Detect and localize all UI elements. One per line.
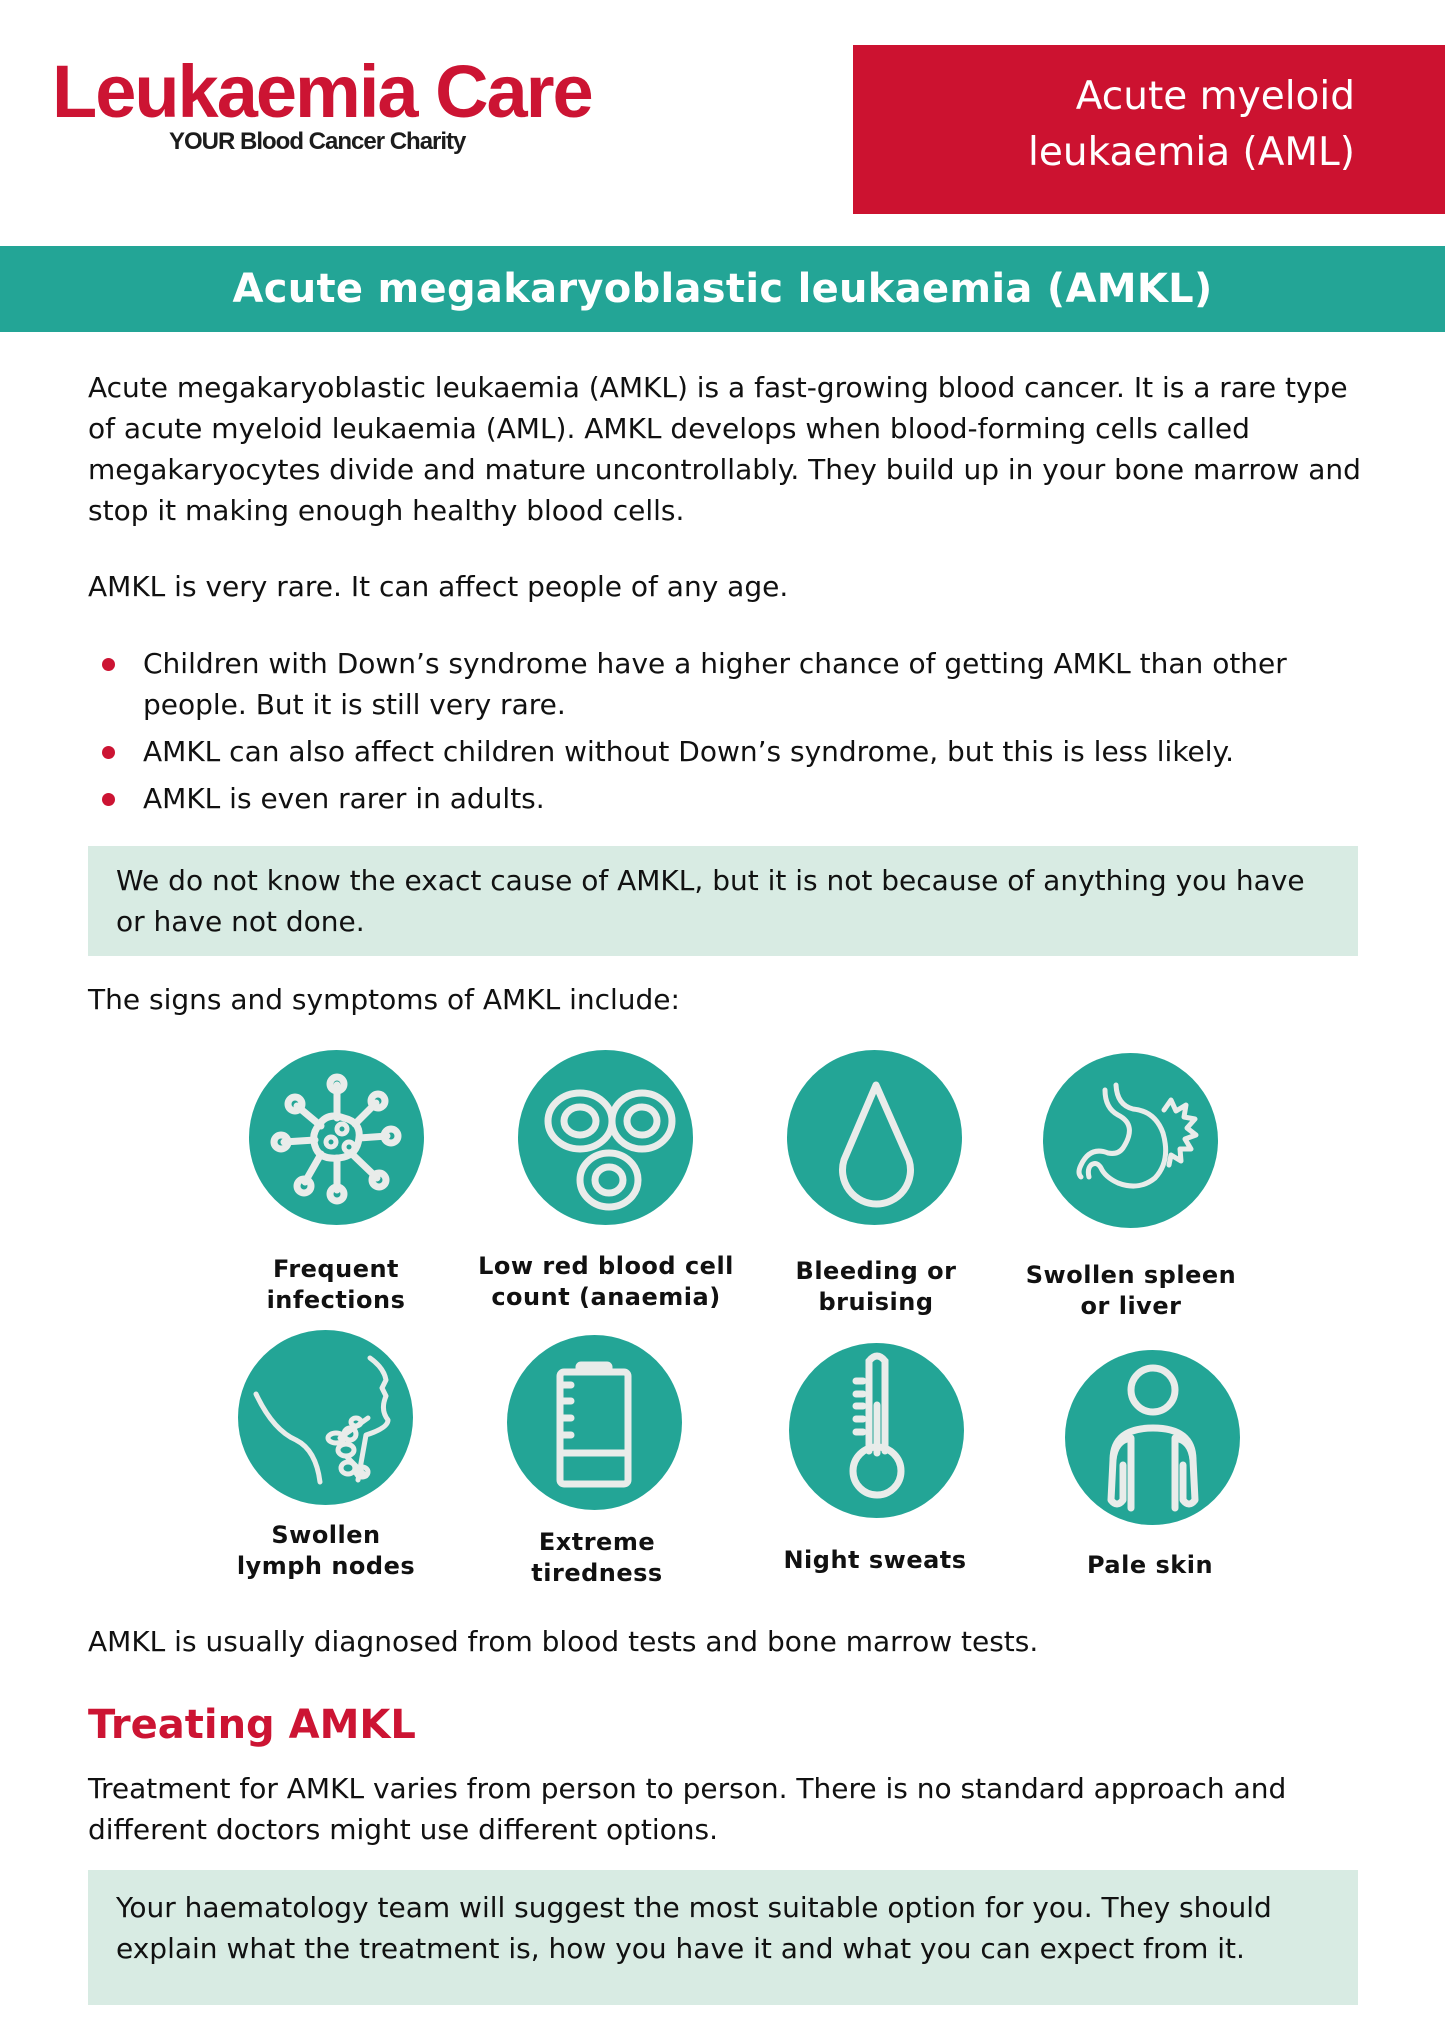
diagnosis-paragraph: AMKL is usually diagnosed from blood tests and bone marrow tests. — [88, 1625, 1039, 1658]
symptom-label-pale-skin — [1020, 1550, 1280, 1581]
blood-drop-icon — [787, 1050, 962, 1225]
label-line: Swollen — [271, 1521, 381, 1549]
logo-wordmark: Leukaemia Care — [52, 50, 592, 133]
treatment-heading: Treating AMKL — [88, 1702, 416, 1748]
logo-tagline: YOUR Blood Cancer Charity — [169, 128, 466, 155]
label-line: Frequent — [272, 1255, 400, 1283]
label-line: infections — [266, 1286, 406, 1314]
symptom-label-spleen — [1001, 1260, 1261, 1322]
symptom-label-infections — [206, 1254, 466, 1316]
person-icon — [1065, 1350, 1240, 1525]
category-line-1: Acute myeloid — [1075, 74, 1355, 119]
list-item-text: AMKL can also affect children without Down’s syndrome, but this is less likely. — [143, 735, 1235, 768]
label-line: Extreme — [538, 1528, 656, 1556]
label-line: count (anaemia) — [491, 1283, 721, 1311]
symptoms-intro: The signs and symptoms of AMKL include: — [88, 983, 680, 1016]
category-line-2: leukaemia (AML) — [1028, 130, 1355, 175]
list-item — [88, 778, 1378, 819]
intro-paragraph: Acute megakaryoblastic leukaemia (AMKL) is a fast-growing blood cancer. It is a rare type of acute myeloid leukaemia (AML). AMKL develops when blood-forming cells called megakaryocytes divide and mature uncontrollably. They build up in your bone marrow and stop it making enough healthy blood cells. — [88, 371, 1361, 527]
list-item — [88, 731, 1378, 772]
rarity-paragraph: AMKL is very rare. It can affect people of any age. — [88, 570, 789, 603]
thermometer-icon — [789, 1343, 964, 1518]
label-line: bruising — [818, 1288, 934, 1316]
symptom-label-bleeding — [746, 1256, 1006, 1318]
list-item — [88, 643, 1378, 725]
label-line: Swollen spleen — [1025, 1261, 1237, 1289]
bullet-icon — [102, 746, 115, 759]
infection-cell-icon — [249, 1050, 424, 1225]
red-blood-cells-icon — [518, 1050, 693, 1225]
bullet-icon — [102, 793, 115, 806]
title-band — [0, 246, 1445, 332]
stomach-pain-icon — [1043, 1053, 1218, 1228]
list-item-text: AMKL is even rarer in adults. — [143, 782, 545, 815]
symptom-label-lymph-nodes — [196, 1520, 456, 1582]
label-line: tiredness — [531, 1559, 663, 1587]
treatment-note-box — [88, 1870, 1358, 2005]
label-line: or liver — [1080, 1292, 1182, 1320]
label-line: Night sweats — [783, 1546, 967, 1574]
treatment-paragraph: Treatment for AMKL varies from person to person. There is no standard approach and different doctors might use different options. — [88, 1772, 1287, 1846]
cause-note-text: We do not know the exact cause of AMKL, but it is not because of anything you have or have not done. — [116, 864, 1305, 938]
label-line: lymph nodes — [236, 1552, 416, 1580]
label-line: Low red blood cell — [478, 1252, 734, 1280]
label-line: Pale skin — [1086, 1551, 1214, 1579]
category-box — [853, 45, 1445, 214]
list-item-text: Children with Down’s syndrome have a higher chance of getting AMKL than other people. But it is still very rare. — [143, 647, 1287, 721]
low-battery-icon — [507, 1335, 682, 1510]
label-line: Bleeding or — [795, 1257, 957, 1285]
symptom-label-anaemia — [476, 1251, 736, 1313]
bullet-list — [88, 643, 1378, 825]
cause-note-box — [88, 846, 1358, 956]
page-title: Acute megakaryoblastic leukaemia (AMKL) — [232, 266, 1213, 312]
symptom-label-tiredness — [467, 1527, 727, 1589]
category-title — [1028, 69, 1355, 181]
bullet-icon — [102, 658, 115, 671]
treatment-note-text: Your haematology team will suggest the most suitable option for you. They should explain what the treatment is, how you have it and what you can expect from it. — [116, 1891, 1272, 1965]
symptom-label-night-sweats — [745, 1545, 1005, 1576]
neck-lymph-nodes-icon — [238, 1330, 413, 1505]
